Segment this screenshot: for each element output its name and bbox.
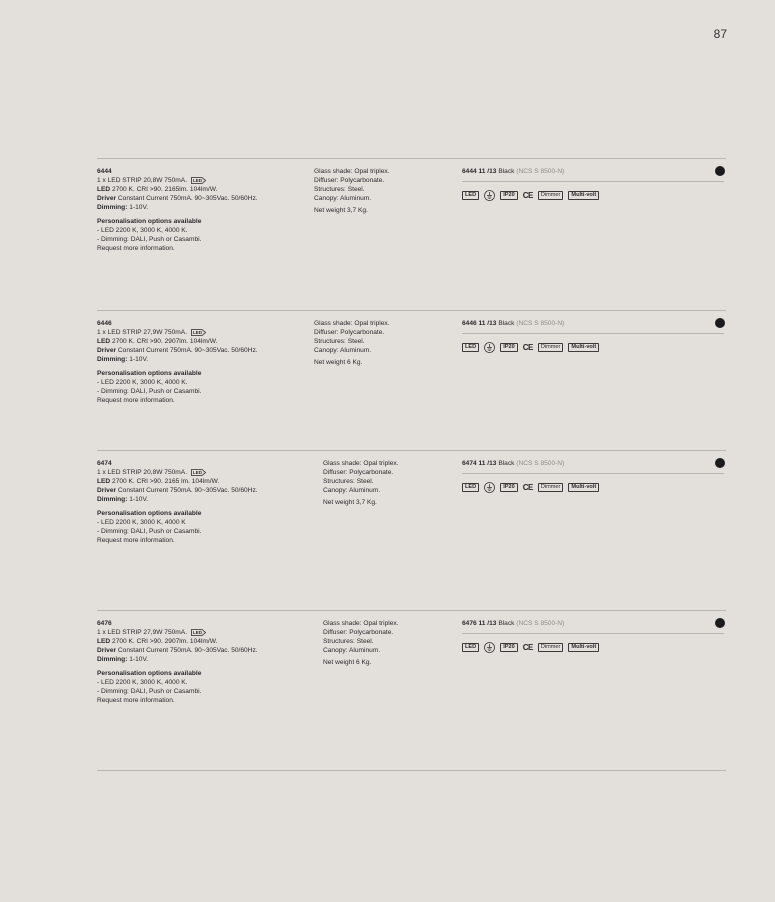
- finish-row: [462, 619, 724, 634]
- color-swatch: [715, 458, 725, 468]
- strip-text: 1 x LED STRIP 27,9W 750mA.: [97, 629, 188, 636]
- svg-text:LED: LED: [192, 177, 202, 183]
- material-diffuser: Diffuser: Polycarbonate.: [314, 177, 385, 184]
- color-swatch: [715, 618, 725, 628]
- material-shade: Glass shade: Opal triplex.: [314, 168, 390, 175]
- net-weight: Net weight 3,7 Kg.: [323, 499, 377, 506]
- color-swatch: [715, 166, 725, 176]
- finish-color: Black: [498, 168, 515, 175]
- finish-row: [462, 459, 724, 474]
- specs-column: [97, 167, 307, 253]
- dimming-label: Dimming:: [97, 204, 128, 211]
- certification-icons: [462, 342, 726, 352]
- class-ii-earth-icon: [484, 342, 495, 353]
- product-block-6474: [97, 459, 726, 579]
- materials-column: [314, 167, 444, 215]
- dimming-line: [97, 655, 307, 664]
- dimming-line: [97, 355, 307, 364]
- option-item: - Dimming: DALI, Push or Casambi.: [97, 528, 202, 535]
- divider: [97, 310, 726, 311]
- materials-column: [323, 619, 453, 667]
- finish-color: Black: [498, 460, 515, 467]
- dimming-text: 1-10V.: [129, 356, 149, 363]
- material-canopy: Canopy: Aluminum.: [323, 487, 381, 494]
- dimming-label: Dimming:: [97, 356, 128, 363]
- finish-color: Black: [498, 320, 515, 327]
- strip-line: [97, 628, 307, 637]
- led-label: LED: [97, 338, 111, 345]
- led-label: LED: [97, 638, 111, 645]
- led-strip-icon: [191, 177, 206, 184]
- class-ii-earth-icon: [484, 190, 495, 201]
- material-structure: Structures: Steel.: [314, 338, 365, 345]
- dimming-text: 1-10V.: [129, 496, 149, 503]
- strip-line: [97, 176, 307, 185]
- finish-row: [462, 319, 724, 334]
- finish-column: [462, 459, 726, 492]
- certification-icons: [462, 190, 726, 200]
- material-shade: Glass shade: Opal triplex.: [323, 460, 399, 467]
- option-item: - Dimming: DALI, Push or Casambi.: [97, 688, 202, 695]
- ncs-code: (NCS S 8500-N): [516, 460, 565, 467]
- finish-code: 6474 11 /13: [462, 460, 497, 467]
- material-canopy: Canopy: Aluminum.: [314, 347, 372, 354]
- led-strip-icon: [191, 329, 206, 336]
- ncs-code: (NCS S 8500-N): [516, 620, 565, 627]
- led-strip-icon: [191, 629, 206, 636]
- strip-text: 1 x LED STRIP 20,8W 750mA.: [97, 469, 188, 476]
- finish-column: [462, 319, 726, 352]
- led-badge: LED: [462, 643, 479, 652]
- led-line: [97, 477, 307, 486]
- material-structure: Structures: Steel.: [323, 638, 374, 645]
- material-shade: Glass shade: Opal triplex.: [323, 620, 399, 627]
- ip-rating-badge: IP20: [500, 643, 518, 652]
- finish-code: 6446 11 /13: [462, 320, 497, 327]
- material-structure: Structures: Steel.: [314, 186, 365, 193]
- driver-text: Constant Current 750mA. 90~305Vac. 50/60Hz.: [117, 487, 258, 494]
- product-block-6444: [97, 167, 726, 287]
- option-item: - Dimming: DALI, Push or Casambi.: [97, 236, 202, 243]
- dimming-line: [97, 203, 307, 212]
- led-line: [97, 637, 307, 646]
- material-diffuser: Diffuser: Polycarbonate.: [314, 329, 385, 336]
- led-badge: LED: [462, 483, 479, 492]
- ncs-code: (NCS S 8500-N): [516, 168, 565, 175]
- finish-column: [462, 619, 726, 652]
- led-text: 2700 K. CRI >90. 2907lm. 104lm/W.: [112, 338, 218, 345]
- specs-column: [97, 459, 307, 545]
- class-ii-earth-icon: [484, 482, 495, 493]
- product-block-6446: [97, 319, 726, 439]
- led-badge: LED: [462, 191, 479, 200]
- option-item: - LED 2200 K, 3000 K, 4000 K.: [97, 679, 188, 686]
- product-code: 6476: [97, 620, 112, 627]
- dimming-text: 1-10V.: [129, 656, 149, 663]
- ip-rating-badge: IP20: [500, 191, 518, 200]
- multi-volt-badge: Multi-volt: [568, 191, 599, 200]
- led-badge: LED: [462, 343, 479, 352]
- page-number: 87: [713, 27, 727, 41]
- strip-text: 1 x LED STRIP 27,9W 750mA.: [97, 329, 188, 336]
- dimming-text: 1-10V.: [129, 204, 149, 211]
- materials-column: [314, 319, 444, 367]
- material-diffuser: Diffuser: Polycarbonate.: [323, 469, 394, 476]
- svg-text:LED: LED: [192, 629, 202, 635]
- request-info: Request more information.: [97, 537, 175, 544]
- specs-column: [97, 619, 307, 705]
- material-shade: Glass shade: Opal triplex.: [314, 320, 390, 327]
- material-canopy: Canopy: Aluminum.: [323, 647, 381, 654]
- finish-code: 6444 11 /13: [462, 168, 497, 175]
- option-item: - LED 2200 K, 3000 K, 4000 K: [97, 519, 186, 526]
- strip-text: 1 x LED STRIP 20,8W 750mA.: [97, 177, 188, 184]
- led-strip-icon: [191, 469, 206, 476]
- ce-mark-icon: CE: [522, 642, 533, 652]
- product-block-6476: [97, 619, 726, 739]
- dimmer-badge: Dimmer: [538, 483, 564, 492]
- color-swatch: [715, 318, 725, 328]
- option-item: - LED 2200 K, 3000 K, 4000 K.: [97, 379, 188, 386]
- led-text: 2700 K. CRI >90. 2907lm. 104lm/W.: [112, 638, 218, 645]
- strip-line: [97, 468, 307, 477]
- dimmer-badge: Dimmer: [538, 191, 564, 200]
- materials-column: [323, 459, 453, 507]
- dimmer-badge: Dimmer: [538, 343, 564, 352]
- ip-rating-badge: IP20: [500, 343, 518, 352]
- divider: [97, 770, 726, 771]
- options-title: Personalisation options available: [97, 670, 202, 677]
- product-code: 6474: [97, 460, 112, 467]
- driver-text: Constant Current 750mA. 90~305Vac. 50/60Hz.: [117, 195, 258, 202]
- driver-label: Driver: [97, 347, 117, 354]
- net-weight: Net weight 6 Kg.: [323, 659, 372, 666]
- led-label: LED: [97, 186, 111, 193]
- net-weight: Net weight 3,7 Kg.: [314, 207, 368, 214]
- divider: [97, 610, 726, 611]
- led-label: LED: [97, 478, 111, 485]
- driver-line: [97, 646, 307, 655]
- request-info: Request more information.: [97, 397, 175, 404]
- multi-volt-badge: Multi-volt: [568, 643, 599, 652]
- options-title: Personalisation options available: [97, 510, 202, 517]
- finish-code: 6476 11 /13: [462, 620, 497, 627]
- strip-line: [97, 328, 307, 337]
- divider: [97, 450, 726, 451]
- class-ii-earth-icon: [484, 642, 495, 653]
- ce-mark-icon: CE: [522, 482, 533, 492]
- led-text: 2700 K. CRI >90. 2165 lm. 104lm/W.: [112, 478, 220, 485]
- driver-text: Constant Current 750mA. 90~305Vac. 50/60Hz.: [117, 347, 258, 354]
- led-line: [97, 337, 307, 346]
- multi-volt-badge: Multi-volt: [568, 483, 599, 492]
- option-item: - Dimming: DALI, Push or Casambi.: [97, 388, 202, 395]
- driver-line: [97, 486, 307, 495]
- request-info: Request more information.: [97, 697, 175, 704]
- svg-text:LED: LED: [192, 469, 202, 475]
- dimming-label: Dimming:: [97, 496, 128, 503]
- driver-line: [97, 346, 307, 355]
- finish-row: [462, 167, 724, 182]
- driver-text: Constant Current 750mA. 90~305Vac. 50/60Hz.: [117, 647, 258, 654]
- led-line: [97, 185, 307, 194]
- net-weight: Net weight 6 Kg.: [314, 359, 363, 366]
- ip-rating-badge: IP20: [500, 483, 518, 492]
- ncs-code: (NCS S 8500-N): [516, 320, 565, 327]
- certification-icons: [462, 642, 726, 652]
- dimmer-badge: Dimmer: [538, 643, 564, 652]
- options-title: Personalisation options available: [97, 218, 202, 225]
- options-title: Personalisation options available: [97, 370, 202, 377]
- svg-text:LED: LED: [192, 329, 202, 335]
- finish-color: Black: [498, 620, 515, 627]
- driver-label: Driver: [97, 647, 117, 654]
- dimming-line: [97, 495, 307, 504]
- ce-mark-icon: CE: [522, 190, 533, 200]
- request-info: Request more information.: [97, 245, 175, 252]
- led-text: 2700 K. CRI >90. 2165lm. 104lm/W.: [112, 186, 218, 193]
- dimming-label: Dimming:: [97, 656, 128, 663]
- divider: [97, 158, 726, 159]
- material-structure: Structures: Steel.: [323, 478, 374, 485]
- product-code: 6444: [97, 168, 112, 175]
- multi-volt-badge: Multi-volt: [568, 343, 599, 352]
- material-diffuser: Diffuser: Polycarbonate.: [323, 629, 394, 636]
- driver-label: Driver: [97, 195, 117, 202]
- ce-mark-icon: CE: [522, 342, 533, 352]
- specs-column: [97, 319, 307, 405]
- certification-icons: [462, 482, 726, 492]
- option-item: - LED 2200 K, 3000 K, 4000 K.: [97, 227, 188, 234]
- product-code: 6446: [97, 320, 112, 327]
- finish-column: [462, 167, 726, 200]
- driver-label: Driver: [97, 487, 117, 494]
- driver-line: [97, 194, 307, 203]
- material-canopy: Canopy: Aluminum.: [314, 195, 372, 202]
